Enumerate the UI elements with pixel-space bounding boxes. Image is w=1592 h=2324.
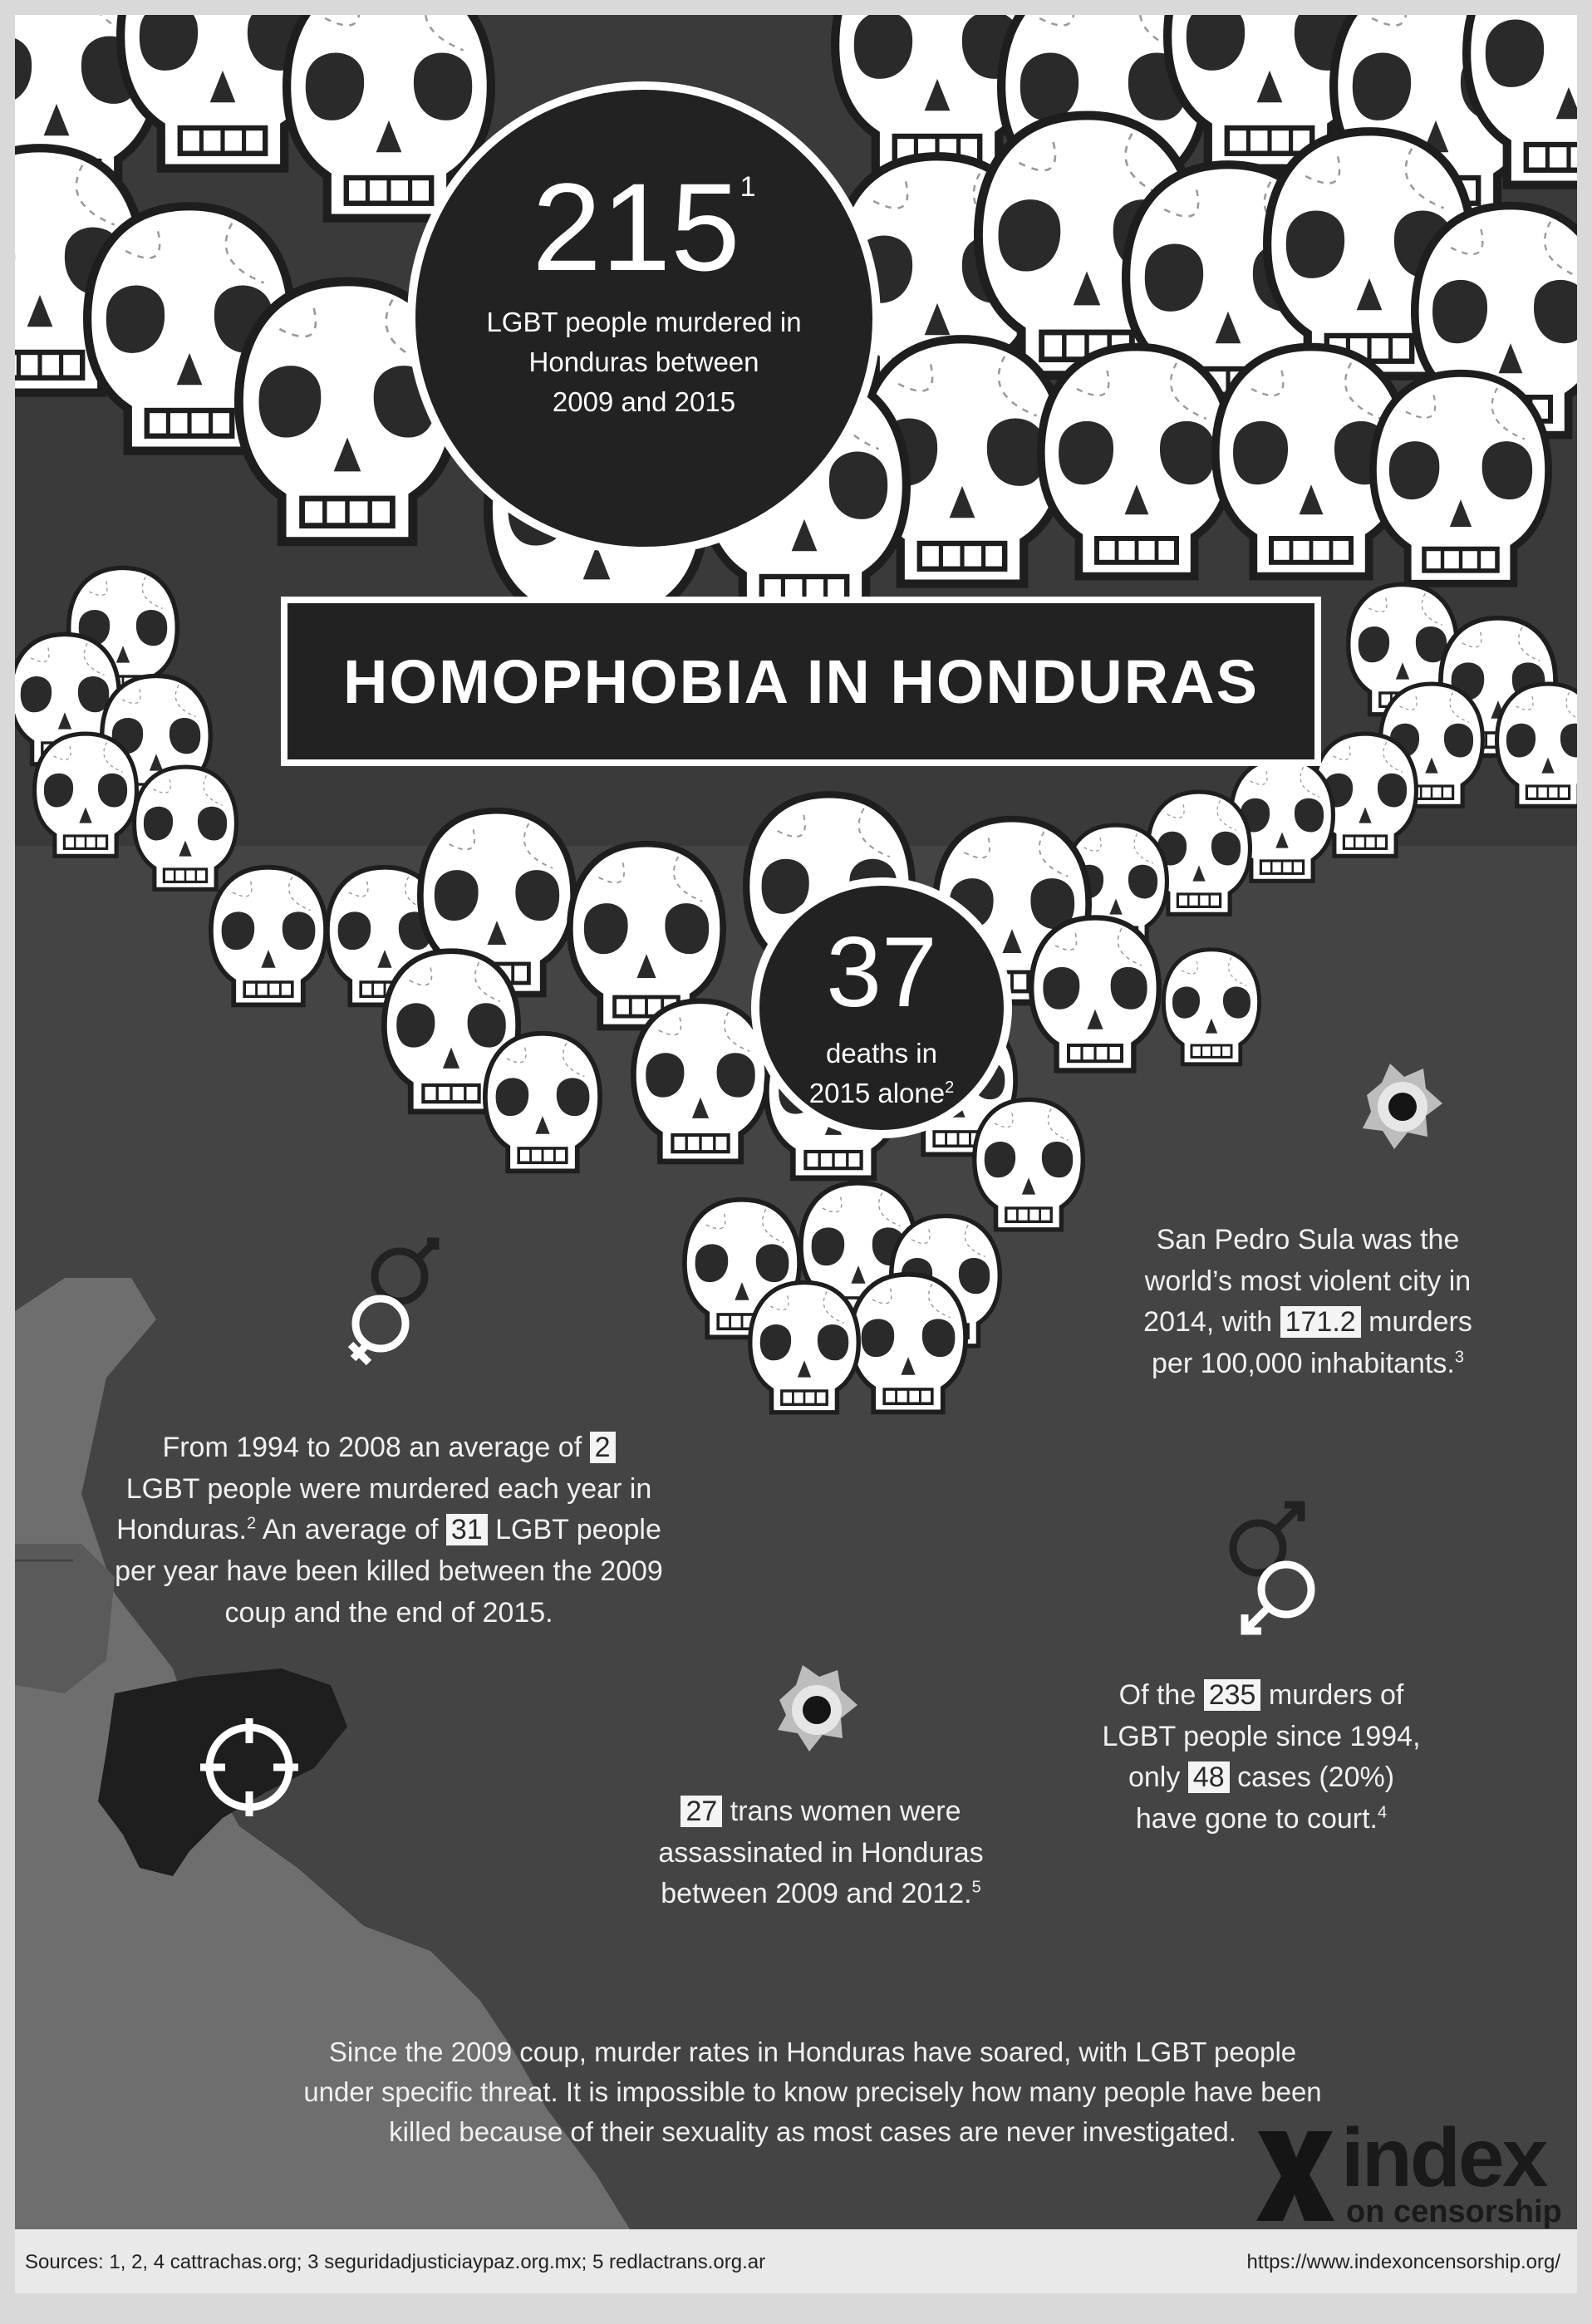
stat-total-line: LGBT people murdered in: [486, 307, 802, 337]
closing-line: Since the 2009 coup, murder rates in Honduras have soared, with LGBT people: [328, 2037, 1297, 2067]
footnote-mark: 2: [247, 1514, 257, 1533]
closing-line: killed because of their sexuality as most cases are never investigated.: [389, 2116, 1236, 2148]
highlight-value: 48: [1188, 1761, 1230, 1793]
highlight-value: 27: [681, 1796, 722, 1827]
fact-text: between 2009 and 2012.: [661, 1878, 972, 1910]
stat-total-line: 2009 and 2015: [552, 386, 736, 417]
fact-text: murders of: [1260, 1679, 1404, 1711]
stat-circle-total: [407, 81, 881, 555]
fact-text: From 1994 to 2008 an average of: [162, 1432, 590, 1463]
highlight-value: 2: [590, 1432, 616, 1463]
highlight-value: 235: [1204, 1679, 1261, 1711]
fact-court-cases: [1070, 1675, 1452, 1840]
fact-san-pedro-sula: [1108, 1220, 1507, 1385]
logo-wordmark: index: [1341, 2111, 1546, 2204]
title-banner: [281, 597, 1321, 766]
sources-text: Sources: 1, 2, 4 cattrachas.org; 3 seguridadjusticiaypaz.org.mx; 5 redlactrans.org.ar: [25, 2251, 766, 2273]
stat-total-line: Honduras between: [528, 346, 759, 377]
fact-text: Of the: [1118, 1679, 1204, 1711]
fact-text: murders: [1360, 1306, 1472, 1339]
fact-text: LGBT people: [487, 1514, 661, 1546]
closing-paragraph: [223, 2032, 1403, 2153]
fact-line: San Pedro Sula was the: [1156, 1224, 1460, 1255]
stat-2015-footnote: 2: [945, 1078, 955, 1097]
footer-bar: [15, 2229, 1577, 2293]
footnote-mark: 3: [1454, 1348, 1464, 1367]
logo-x-mark-icon: [1253, 2128, 1336, 2224]
index-on-censorship-logo: [1253, 2111, 1577, 2229]
fact-line: LGBT people were murdered each year in: [125, 1472, 652, 1505]
fact-text: An average of: [256, 1514, 446, 1546]
closing-line: under specific threat. It is impossible to know precisely how many people have been: [303, 2076, 1322, 2108]
footnote-mark: 5: [971, 1878, 981, 1897]
fact-average-murders: [90, 1427, 688, 1634]
fact-line: LGBT people since 1994,: [1102, 1720, 1421, 1752]
fact-text: only: [1128, 1761, 1188, 1794]
fact-trans-women: [630, 1791, 1012, 1915]
fact-text: per 100,000 inhabitants.: [1152, 1347, 1455, 1379]
stat-total-number: 215: [532, 157, 740, 297]
fact-text: Honduras.: [116, 1514, 247, 1546]
fact-text: cases (20%): [1229, 1761, 1395, 1794]
fact-line: per year have been killed between the 2009: [115, 1555, 663, 1587]
fact-text: trans women were: [722, 1796, 961, 1827]
stat-2015-line: deaths in: [826, 1038, 937, 1069]
fact-text: have gone to court.: [1135, 1802, 1378, 1835]
footnote-mark: 4: [1377, 1803, 1388, 1822]
infographic-poster: [15, 15, 1577, 2293]
website-link[interactable]: https://www.indexoncensorship.org/: [1246, 2251, 1560, 2273]
fact-line: assassinated in Honduras: [658, 1836, 984, 1869]
page-title: HOMOPHOBIA IN HONDURAS: [343, 646, 1259, 716]
stat-2015-line: 2015 alone: [808, 1077, 946, 1108]
highlight-value: 31: [446, 1514, 488, 1545]
stat-circle-2015: [751, 877, 1012, 1138]
stat-total-footnote: 1: [739, 171, 756, 203]
fact-line: coup and the end of 2015.: [224, 1596, 553, 1629]
stat-2015-number: 37: [826, 916, 937, 1028]
fact-line: world’s most violent city in: [1144, 1265, 1472, 1297]
highlight-value: 171.2: [1280, 1306, 1361, 1338]
fact-text: 2014, with: [1143, 1306, 1280, 1339]
logo-subtitle: on censorship: [1346, 2194, 1562, 2229]
